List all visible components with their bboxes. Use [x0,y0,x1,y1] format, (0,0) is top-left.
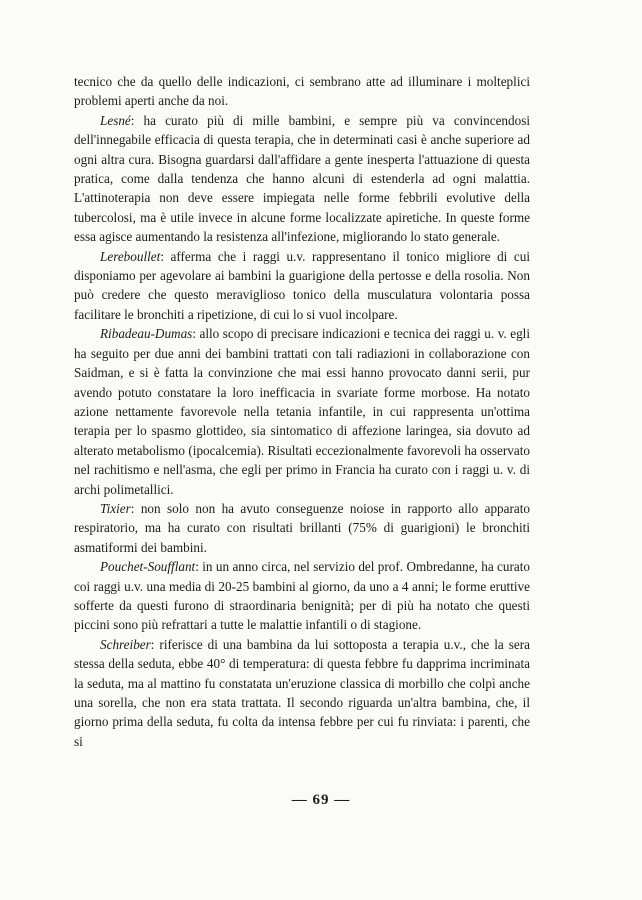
author-name: Lesné [100,112,131,128]
paragraph-text: : non solo non ha avuto conseguenze noiose in rapporto allo apparato respiratorio, ma ha curato con risultati brillanti (75% di guarigioni) le bronchiti asmatiformi dei bambini. [74,500,530,555]
paragraph-text: : allo scopo di precisare indicazioni e tecnica dei raggi u. v. egli ha seguito per due anni dei bambini trattati con tali radiazioni in collaborazione con Saidman, e si è fatta la convinzione che mai essi hanno provocato danni serii, pur avendo potuto constatare la loro inefficacia in svariate forme morbose. Ha notato azione nettamente favorevole nella tetania infantile, in cui rappresenta un'ottima terapia per lo spasmo glottideo, sia sintomatico di affezione laringea, sia dovuto ad alterato metabolismo (ipocalcemia). Risultati eccezionalmente favorevoli ha osservato nel rachitismo e nell'asma, che egli per primo in Francia ha curato con i raggi u. v. di archi polimetallici. [74,326,530,497]
paragraph-tixier [74,499,530,557]
paragraph-text: : afferma che i raggi u.v. rappresentano il tonico migliore di cui disponiamo per agevolare ai bambini la guarigione della pertosse e della rosolia. Non può credere che questo meraviglioso tonico della musculatura volontaria possa facilitare le bronchiti a ripetizione, di cui lo si vuol incolpare. [74,248,530,322]
paragraph-schreiber [74,635,530,751]
author-name: Schreiber [100,636,151,652]
paragraph-continuation [74,72,530,111]
paragraph-text: tecnico che da quello delle indicazioni, ci sembrano atte ad illuminare i molteplici problemi aperti anche da noi. [74,74,530,109]
page-number: — 69 — [291,792,351,808]
author-name: Pouchet-Soufflant [100,559,196,575]
paragraph-lesne [74,111,530,247]
paragraph-text: : riferisce di una bambina da lui sottoposta a terapia u.v., che la sera stessa della seduta, ebbe 40° di temperatura: di questa febbre fu dapprima incriminata la seduta, ma al mattino fu constatata un'eruzione classica di morbillo che colpì anche una sorella, che non era stata trattata. Il secondo riguarda un'altra bambina, che, il giorno prima della seduta, fu colta da intensa febbre per cui fu rinviata: i parenti, che si [74,636,530,749]
page-text-body [74,72,530,751]
author-name: Tixier [100,500,131,516]
paragraph-text: : ha curato più di mille bambini, e sempre più va convincendosi dell'innegabile efficacia di questa terapia, che in determinati casi è anche superiore ad ogni altra cura. Bisogna guardarsi dall'affidare a gente inesperta l'attuazione di questa pratica, come dalla tendenza che hanno alcuni di estenderla ad ogni malattia. L'attinoterapia non deve essere impiegata nelle forme febbrili evolutive della tubercolosi, ma è utile invece in alcune forme localizzate apiretiche. In queste forme essa agisce aumentando la resistenza all'infezione, migliorando lo stato generale. [74,112,530,245]
paragraph-ribadeau-dumas [74,324,530,499]
paragraph-pouchet-soufflant [74,557,530,635]
author-name: Lereboullet [100,248,161,264]
paragraph-lereboullet [74,247,530,325]
author-name: Ribadeau-Dumas [100,326,193,342]
paragraph-text: : in un anno circa, nel servizio del prof. Ombredanne, ha curato coi raggi u.v. una media di 20-25 bambini al giorno, da uno a 4 anni; le forme eruttive sofferte da questi furono di straordinaria benignità; per di più ha notato che questi piccini sono più refrattari a tutte le malattie infantili o di stagione. [74,559,530,633]
